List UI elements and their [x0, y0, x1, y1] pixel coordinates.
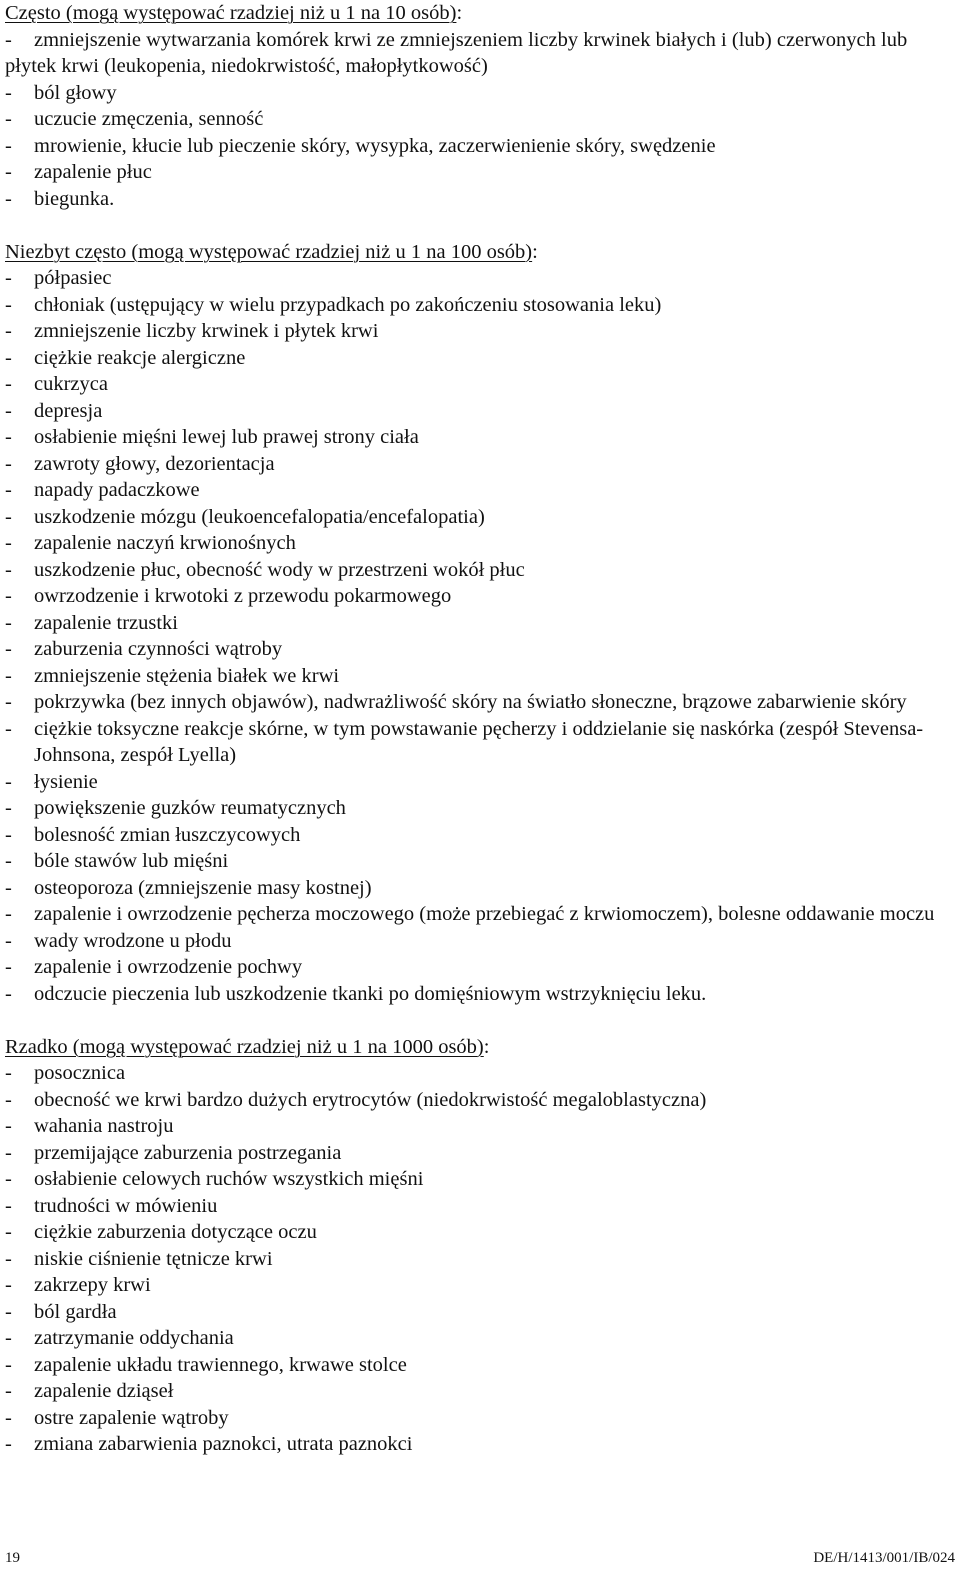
heading-colon: : — [532, 240, 538, 263]
list-item — [5, 557, 955, 584]
list-item-text: zapalenie układu trawiennego, krwawe stolce — [34, 1353, 407, 1376]
section-spacer — [5, 1007, 955, 1034]
list-item-text: osłabienie celowych ruchów wszystkich mięśni — [34, 1168, 424, 1190]
bullet-dash: - — [5, 452, 12, 475]
list-item — [5, 318, 955, 345]
list-item — [5, 1325, 955, 1352]
list-item-text: osłabienie mięśni lewej lub prawej strony ciała — [34, 426, 419, 448]
list-item-text: zatrzymanie oddychania — [34, 1327, 234, 1349]
list-item-text: zmniejszenie liczby krwinek i płytek krwi — [34, 320, 379, 342]
list-item-text: uczucie zmęczenia, senność — [34, 108, 264, 130]
list-item — [5, 1219, 955, 1246]
list-item-text: przemijające zaburzenia postrzegania — [34, 1141, 342, 1164]
list-item — [5, 1405, 955, 1432]
list-item-text: łysienie — [34, 770, 98, 793]
list-item-text: napady padaczkowe — [34, 479, 200, 501]
list-item — [5, 106, 955, 133]
list-item-text: ciężkie toksyczne reakcje skórne, w tym powstawanie pęcherzy i oddzielanie się naskórka (zespół Stevensa-Johnsona, zespół Lyella) — [34, 717, 924, 766]
list-item — [5, 689, 955, 716]
bullet-dash: - — [5, 1353, 12, 1376]
list-item-text: posocznica — [34, 1062, 126, 1084]
list-item-text: ostre zapalenie wątroby — [34, 1406, 229, 1429]
list-item-text: półpasiec — [34, 267, 112, 289]
list-item — [5, 1246, 955, 1273]
list-item-text: powiększenie guzków reumatycznych — [34, 797, 346, 819]
list-item-text: ból gardła — [34, 1300, 117, 1323]
list-item-text: wady wrodzone u płodu — [34, 929, 232, 952]
bullet-dash: - — [5, 1380, 12, 1402]
document-content — [5, 0, 955, 1458]
list-item — [5, 186, 955, 213]
list-item — [5, 1060, 955, 1087]
list-item — [5, 345, 955, 372]
list-item — [5, 1166, 955, 1193]
section-heading — [5, 1034, 955, 1061]
bullet-dash: - — [5, 585, 12, 607]
list-item — [5, 1431, 955, 1458]
bullet-dash: - — [5, 505, 12, 528]
list-item-text: zapalenie płuc — [34, 161, 152, 183]
section-heading — [5, 0, 955, 27]
bullet-dash: - — [5, 426, 12, 448]
bullet-dash: - — [5, 479, 12, 501]
list-item — [5, 583, 955, 610]
bullet-dash: - — [5, 81, 12, 104]
list-item — [5, 769, 955, 796]
list-item — [5, 27, 955, 80]
list-item-text: zmniejszenie wytwarzania komórek krwi ze zmniejszeniem liczby krwinek białych i (lub) czerwonych lub płytek krwi (leukopenia, niedokrwistość, małopłytkowość) — [5, 28, 908, 77]
bullet-dash: - — [5, 1327, 12, 1349]
bullet-dash: - — [5, 770, 12, 793]
bullet-dash: - — [5, 558, 12, 581]
side-effects-section — [5, 0, 955, 212]
bullet-dash: - — [5, 929, 12, 952]
bullet-dash: - — [5, 717, 12, 740]
bullet-dash: - — [5, 850, 12, 872]
list-item-text: niskie ciśnienie tętnicze krwi — [34, 1247, 273, 1270]
list-item-text: zapalenie dziąseł — [34, 1380, 174, 1402]
bullet-dash: - — [5, 664, 12, 687]
bullet-dash: - — [5, 1433, 12, 1455]
bullet-dash: - — [5, 1274, 12, 1296]
bullet-dash: - — [5, 1141, 12, 1164]
list-item-text: zapalenie i owrzodzenie pochwy — [34, 956, 303, 978]
bullet-dash: - — [5, 532, 12, 554]
side-effects-section — [5, 1034, 955, 1458]
list-item-text: uszkodzenie mózgu (leukoencefalopatia/encefalopatia) — [34, 505, 485, 528]
page-number: 19 — [5, 1550, 20, 1566]
bullet-dash: - — [5, 1406, 12, 1429]
bullet-dash: - — [5, 161, 12, 183]
heading-colon: : — [483, 1035, 490, 1058]
bullet-dash: - — [5, 373, 12, 395]
bullet-dash: - — [5, 1062, 12, 1084]
list-item — [5, 848, 955, 875]
list-item — [5, 822, 955, 849]
list-item-text: ból głowy — [34, 81, 117, 104]
frequency-label: Rzadko (mogą występować rzadziej niż u 1 na 1000 osób) — [5, 1035, 484, 1058]
list-item — [5, 530, 955, 557]
list-item — [5, 928, 955, 955]
list-item — [5, 1193, 955, 1220]
list-item — [5, 451, 955, 478]
list-item-text: ciężkie zaburzenia dotyczące oczu — [34, 1221, 317, 1243]
frequency-label: Często (mogą występować rzadziej niż u 1 na 10 osób) — [5, 2, 457, 24]
side-effects-section — [5, 239, 955, 1008]
document-reference: DE/H/1413/001/IB/024 — [813, 1550, 955, 1566]
bullet-dash: - — [5, 982, 12, 1005]
bullet-dash: - — [5, 823, 12, 846]
bullet-dash: - — [5, 293, 12, 316]
bullet-dash: - — [5, 108, 12, 130]
list-item-text: zakrzepy krwi — [34, 1274, 151, 1296]
bullet-dash: - — [5, 1115, 12, 1137]
list-item — [5, 424, 955, 451]
list-item — [5, 875, 955, 902]
list-item — [5, 716, 955, 769]
bullet-dash: - — [5, 797, 12, 819]
list-item-text: uszkodzenie płuc, obecność wody w przestrzeni wokół płuc — [34, 558, 525, 581]
list-item — [5, 1087, 955, 1114]
list-item — [5, 1140, 955, 1167]
list-item — [5, 795, 955, 822]
bullet-dash: - — [5, 267, 12, 289]
bullet-dash: - — [5, 1247, 12, 1270]
list-item-text: obecność we krwi bardzo dużych erytrocytów (niedokrwistość megaloblastyczna) — [34, 1088, 707, 1111]
list-item — [5, 1299, 955, 1326]
list-item-text: zmniejszenie stężenia białek we krwi — [34, 664, 340, 687]
bullet-dash: - — [5, 1168, 12, 1190]
list-item-text: trudności w mówieniu — [34, 1194, 218, 1217]
list-item — [5, 398, 955, 425]
list-item-text: biegunka. — [34, 187, 115, 210]
list-item-text: pokrzywka (bez innych objawów), nadwrażliwość skóry na światło słoneczne, brązowe zabarwienie skóry — [34, 691, 907, 713]
list-item-text: bóle stawów lub mięśni — [34, 850, 229, 872]
list-item-text: zapalenie trzustki — [34, 611, 179, 634]
bullet-dash: - — [5, 1221, 12, 1243]
list-item — [5, 371, 955, 398]
bullet-dash: - — [5, 903, 12, 925]
list-item — [5, 133, 955, 160]
list-item — [5, 954, 955, 981]
frequency-label: Niezbyt często (mogą występować rzadziej niż u 1 na 100 osób) — [5, 240, 533, 263]
list-item — [5, 1113, 955, 1140]
bullet-dash: - — [5, 28, 12, 51]
list-item-text: zawroty głowy, dezorientacja — [34, 452, 275, 475]
page-footer — [5, 1548, 955, 1568]
list-item — [5, 80, 955, 107]
list-item — [5, 1378, 955, 1405]
list-item — [5, 636, 955, 663]
list-item — [5, 265, 955, 292]
list-item-text: wahania nastroju — [34, 1115, 174, 1137]
bullet-dash: - — [5, 956, 12, 978]
side-effects-list — [5, 27, 955, 213]
list-item — [5, 1352, 955, 1379]
bullet-dash: - — [5, 399, 12, 422]
side-effects-list — [5, 265, 955, 1007]
bullet-dash: - — [5, 1088, 12, 1111]
list-item-text: owrzodzenie i krwotoki z przewodu pokarmowego — [34, 585, 452, 607]
list-item — [5, 477, 955, 504]
list-item — [5, 504, 955, 531]
bullet-dash: - — [5, 1194, 12, 1217]
bullet-dash: - — [5, 346, 12, 369]
list-item-text: odczucie pieczenia lub uszkodzenie tkanki po domięśniowym wstrzyknięciu leku. — [34, 982, 707, 1005]
side-effects-list — [5, 1060, 955, 1458]
list-item — [5, 610, 955, 637]
section-heading — [5, 239, 955, 266]
list-item-text: osteoporoza (zmniejszenie masy kostnej) — [34, 876, 372, 899]
list-item — [5, 981, 955, 1008]
section-spacer — [5, 212, 955, 239]
list-item-text: zapalenie i owrzodzenie pęcherza moczowego (może przebiegać z krwiomoczem), bolesne oddawanie moczu — [34, 903, 935, 925]
bullet-dash: - — [5, 134, 12, 157]
list-item — [5, 663, 955, 690]
list-item-text: zaburzenia czynności wątroby — [34, 638, 283, 660]
list-item-text: cukrzyca — [34, 373, 108, 395]
heading-colon: : — [456, 2, 463, 24]
bullet-dash: - — [5, 876, 12, 899]
list-item-text: zapalenie naczyń krwionośnych — [34, 532, 296, 554]
list-item — [5, 159, 955, 186]
list-item-text: chłoniak (ustępujący w wielu przypadkach po zakończeniu stosowania leku) — [34, 293, 662, 316]
list-item-text: zmiana zabarwienia paznokci, utrata paznokci — [34, 1433, 413, 1455]
bullet-dash: - — [5, 320, 12, 342]
list-item — [5, 1272, 955, 1299]
list-item-text: depresja — [34, 399, 103, 422]
bullet-dash: - — [5, 691, 12, 713]
list-item — [5, 292, 955, 319]
document-page — [5, 0, 955, 1458]
list-item-text: ciężkie reakcje alergiczne — [34, 346, 246, 369]
bullet-dash: - — [5, 1300, 12, 1323]
list-item — [5, 901, 955, 928]
list-item-text: mrowienie, kłucie lub pieczenie skóry, wysypka, zaczerwienienie skóry, swędzenie — [34, 134, 716, 157]
bullet-dash: - — [5, 187, 12, 210]
list-item-text: bolesność zmian łuszczycowych — [34, 823, 301, 846]
bullet-dash: - — [5, 611, 12, 634]
bullet-dash: - — [5, 638, 12, 660]
